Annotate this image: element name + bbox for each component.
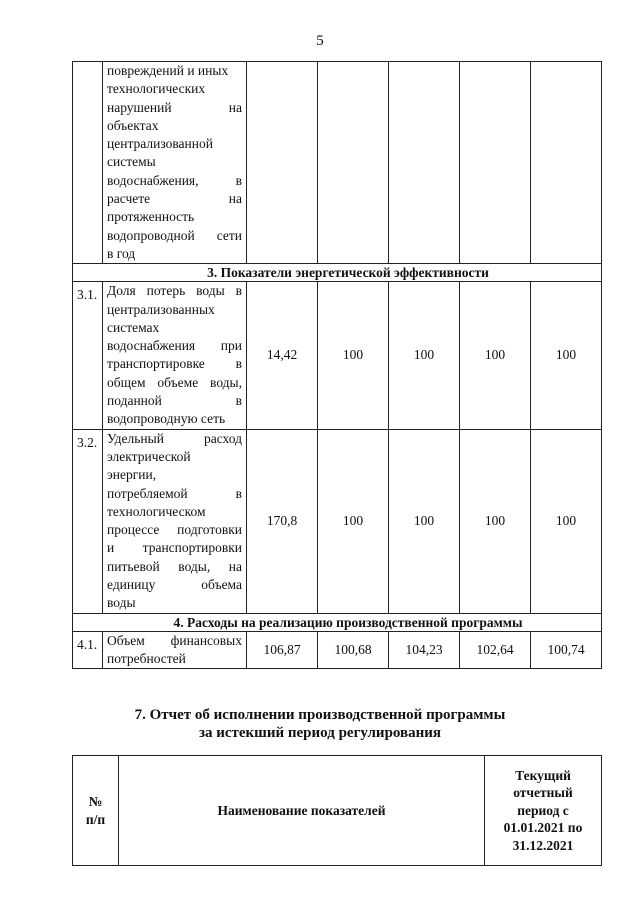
report-table (72, 755, 602, 866)
header-num-line: № (88, 794, 103, 809)
cell-num: 3.1. (73, 282, 103, 429)
cell-name (103, 282, 247, 429)
cell-value: 100,74 (531, 631, 602, 669)
header-period (485, 756, 602, 866)
text-line: 31.12.2021 (512, 837, 574, 853)
text-line: транспортировке в (107, 356, 242, 372)
section-header-4 (73, 613, 602, 631)
header-num (73, 756, 119, 866)
cell-value: 100 (531, 282, 602, 429)
cell-value (247, 62, 318, 264)
text-line: поданной в (107, 393, 242, 409)
cell-name (103, 62, 247, 264)
text-line: отчетный (513, 785, 573, 801)
section-header-3 (73, 264, 602, 282)
table-row-3-2 (73, 429, 602, 613)
page-number: 5 (316, 33, 324, 49)
text-line: протяженность (107, 209, 195, 225)
text-line: потребляемой в (107, 485, 242, 501)
section-title: 3. Показатели энергетической эффективности (73, 264, 602, 282)
cell-num: 3.2. (73, 429, 103, 613)
report-title-line: за истекший период регулирования (198, 725, 442, 741)
text-line: водоснабжения при (107, 338, 242, 354)
text-line: воды (107, 595, 136, 611)
section-title: 4. Расходы на реализацию производственной программы (73, 613, 602, 631)
text-line: общем объеме воды, (107, 374, 242, 390)
text-line: и транспортировки (107, 540, 242, 556)
report-title (0, 706, 640, 742)
table-row-continuation (73, 62, 602, 264)
text-line: системах (107, 319, 160, 335)
text-line: системы (107, 154, 156, 170)
indicators-table (72, 61, 602, 669)
text-line: водопроводную сеть (107, 411, 226, 427)
cell-value (531, 62, 602, 264)
cell-value: 100 (460, 429, 531, 613)
cell-value: 100 (318, 429, 389, 613)
header-name: Наименование показателей (119, 756, 485, 866)
text-line: Удельный расход (107, 430, 242, 446)
cell-value: 102,64 (460, 631, 531, 669)
text-line: электрической (107, 448, 191, 464)
text-line: единицу объема (107, 577, 242, 593)
text-line: 01.01.2021 по (503, 820, 583, 836)
table-row-3-1 (73, 282, 602, 429)
cell-value (460, 62, 531, 264)
text-line: питьевой воды, на (107, 558, 242, 574)
cell-name (103, 429, 247, 613)
cell-value: 170,8 (247, 429, 318, 613)
cell-value: 100 (389, 429, 460, 613)
text-line: объектах (107, 117, 159, 133)
text-line: потребностей (107, 650, 186, 666)
cell-value: 106,87 (247, 631, 318, 669)
text-line: технологических (107, 81, 206, 97)
text-line: Текущий (515, 767, 571, 783)
report-table-header (73, 756, 602, 866)
text-line: централизованных (107, 301, 215, 317)
text-line: водопроводной сети (107, 227, 242, 243)
text-line: в год (107, 245, 136, 261)
text-line: водоснабжения, в (107, 172, 242, 188)
text-line: нарушений на (107, 99, 242, 115)
cell-value (318, 62, 389, 264)
cell-num (73, 62, 103, 264)
cell-value: 100 (531, 429, 602, 613)
cell-value: 100,68 (318, 631, 389, 669)
cell-value (389, 62, 460, 264)
text-line: Объем финансовых (107, 632, 242, 648)
cell-name (103, 631, 247, 669)
report-title-line: 7. Отчет об исполнении производственной программы (134, 707, 506, 723)
cell-value: 100 (460, 282, 531, 429)
text-line: повреждений и иных (107, 63, 229, 78)
text-line: централизованной (107, 136, 213, 152)
text-line: технологическом (107, 503, 206, 519)
cell-value: 100 (318, 282, 389, 429)
cell-value: 104,23 (389, 631, 460, 669)
cell-value: 14,42 (247, 282, 318, 429)
text-line: энергии, (107, 467, 157, 483)
cell-num: 4.1. (73, 631, 103, 669)
text-line: период с (517, 802, 569, 818)
header-num-line: п/п (85, 811, 106, 827)
text-line: Доля потерь воды в (107, 283, 242, 299)
text-line: процессе подготовки (107, 522, 242, 538)
cell-value: 100 (389, 282, 460, 429)
text-line: расчете на (107, 191, 242, 207)
table-row-4-1 (73, 631, 602, 669)
